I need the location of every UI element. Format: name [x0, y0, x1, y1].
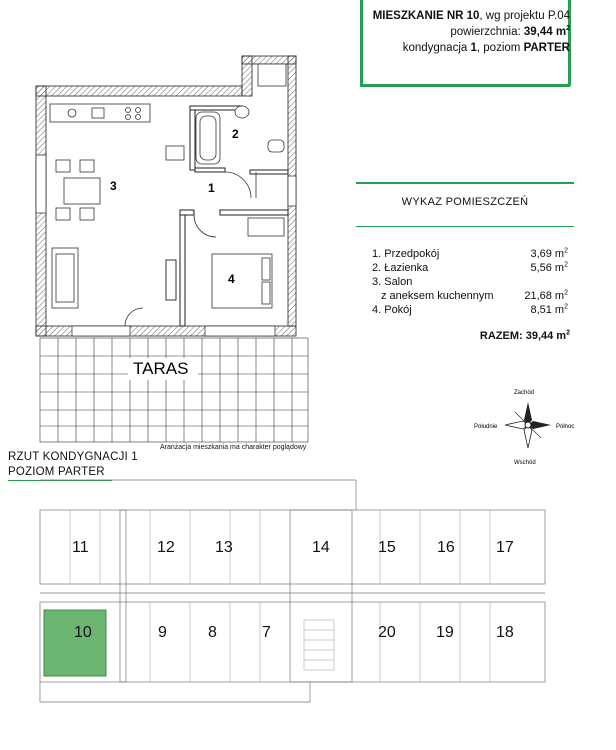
unit-partitions [70, 510, 490, 682]
area-value: 39,44 m [523, 26, 567, 38]
rooms-list-rule [356, 226, 574, 227]
unit-12: 12 [157, 539, 175, 556]
floor-label: kondygnacja [402, 42, 471, 54]
rooms-list-top-rule [356, 182, 574, 184]
sofa [52, 248, 78, 308]
header-left-accent [360, 0, 363, 86]
room-number-2: 2 [232, 127, 239, 141]
unit-15: 15 [378, 539, 396, 556]
rooms-list-title: WYKAZ POMIESZCZEŃ [401, 196, 529, 208]
unit-19: 19 [436, 624, 454, 641]
compass-rose [470, 380, 590, 470]
apartment-floor-plan [0, 0, 360, 450]
room-item-4-value: 8,51 $m^2$ [530, 303, 568, 316]
highlighted-unit-10 [44, 610, 106, 676]
unit-8: 8 [208, 624, 217, 641]
dining-set [56, 160, 100, 220]
room-item-3-value: 21,68 $m^2$ [524, 289, 568, 302]
tv-cabinet [166, 260, 176, 300]
unit-11: 11 [72, 539, 89, 556]
room-item-1-label: 1. Przedpokój [372, 248, 440, 260]
header-bottom-accent [360, 84, 570, 87]
room-item-3b-label: z aneksem kuchennym [381, 290, 494, 302]
unit-18: 18 [496, 624, 514, 641]
kitchen-counter [50, 104, 150, 122]
unit-13: 13 [215, 539, 233, 556]
rooms-total: RAZEM: 39,44 $m^2$ [479, 329, 570, 342]
room-number-3: 3 [110, 179, 117, 193]
level-label: , poziom [476, 42, 524, 54]
apartment-label: MIESZKANIE NR 10 [372, 10, 480, 22]
building-floor-plan [0, 470, 616, 750]
unit-9: 9 [158, 624, 167, 641]
terrace-tiles [40, 338, 308, 442]
floor-plan-title-line1: RZUT KONDYGNACJI 1 [8, 451, 138, 463]
compass-right: Północ [556, 424, 575, 430]
unit-17: 17 [496, 539, 514, 556]
apartment-header: MIESZKANIE NR 10, wg projektu P.04 powierzchnia: 39,44 $m^2$ kondygnacja 1, poziom PARTER [372, 10, 570, 54]
terrace-label: TARAS [133, 359, 189, 378]
floor-number: 1 [470, 42, 477, 54]
compass-top: Zachód [514, 390, 535, 396]
floor-plan-title-line2: POZIOM PARTER [8, 466, 105, 478]
room-item-3-label: 3. Salon [372, 276, 413, 288]
wardrobe [248, 218, 284, 236]
room-item-4-label: 4. Pokój [372, 304, 412, 316]
bed [212, 254, 272, 308]
unit-16: 16 [437, 539, 455, 556]
apartment-project: , wg projektu P.04 [479, 10, 570, 22]
compass-left: Południe [474, 424, 498, 430]
unit-20: 20 [378, 624, 396, 641]
plan-caption: Aranżacja mieszkania ma charakter poglądowy [160, 444, 307, 451]
unit-14: 14 [312, 539, 330, 556]
bathroom-fixtures [166, 64, 286, 164]
room-number-4: 4 [228, 272, 235, 286]
room-item-2-value: 5,56 $m^2$ [530, 261, 568, 274]
unit-10: 10 [74, 624, 92, 641]
level-value: PARTER [523, 42, 570, 54]
area-label: powierzchnia: [450, 26, 524, 38]
room-item-2-label: 2. Łazienka [372, 262, 429, 274]
compass-bottom: Wschód [514, 460, 536, 466]
room-item-1-value: 3,69 $m^2$ [530, 247, 568, 260]
room-number-1: 1 [208, 181, 215, 195]
unit-7: 7 [262, 624, 271, 641]
